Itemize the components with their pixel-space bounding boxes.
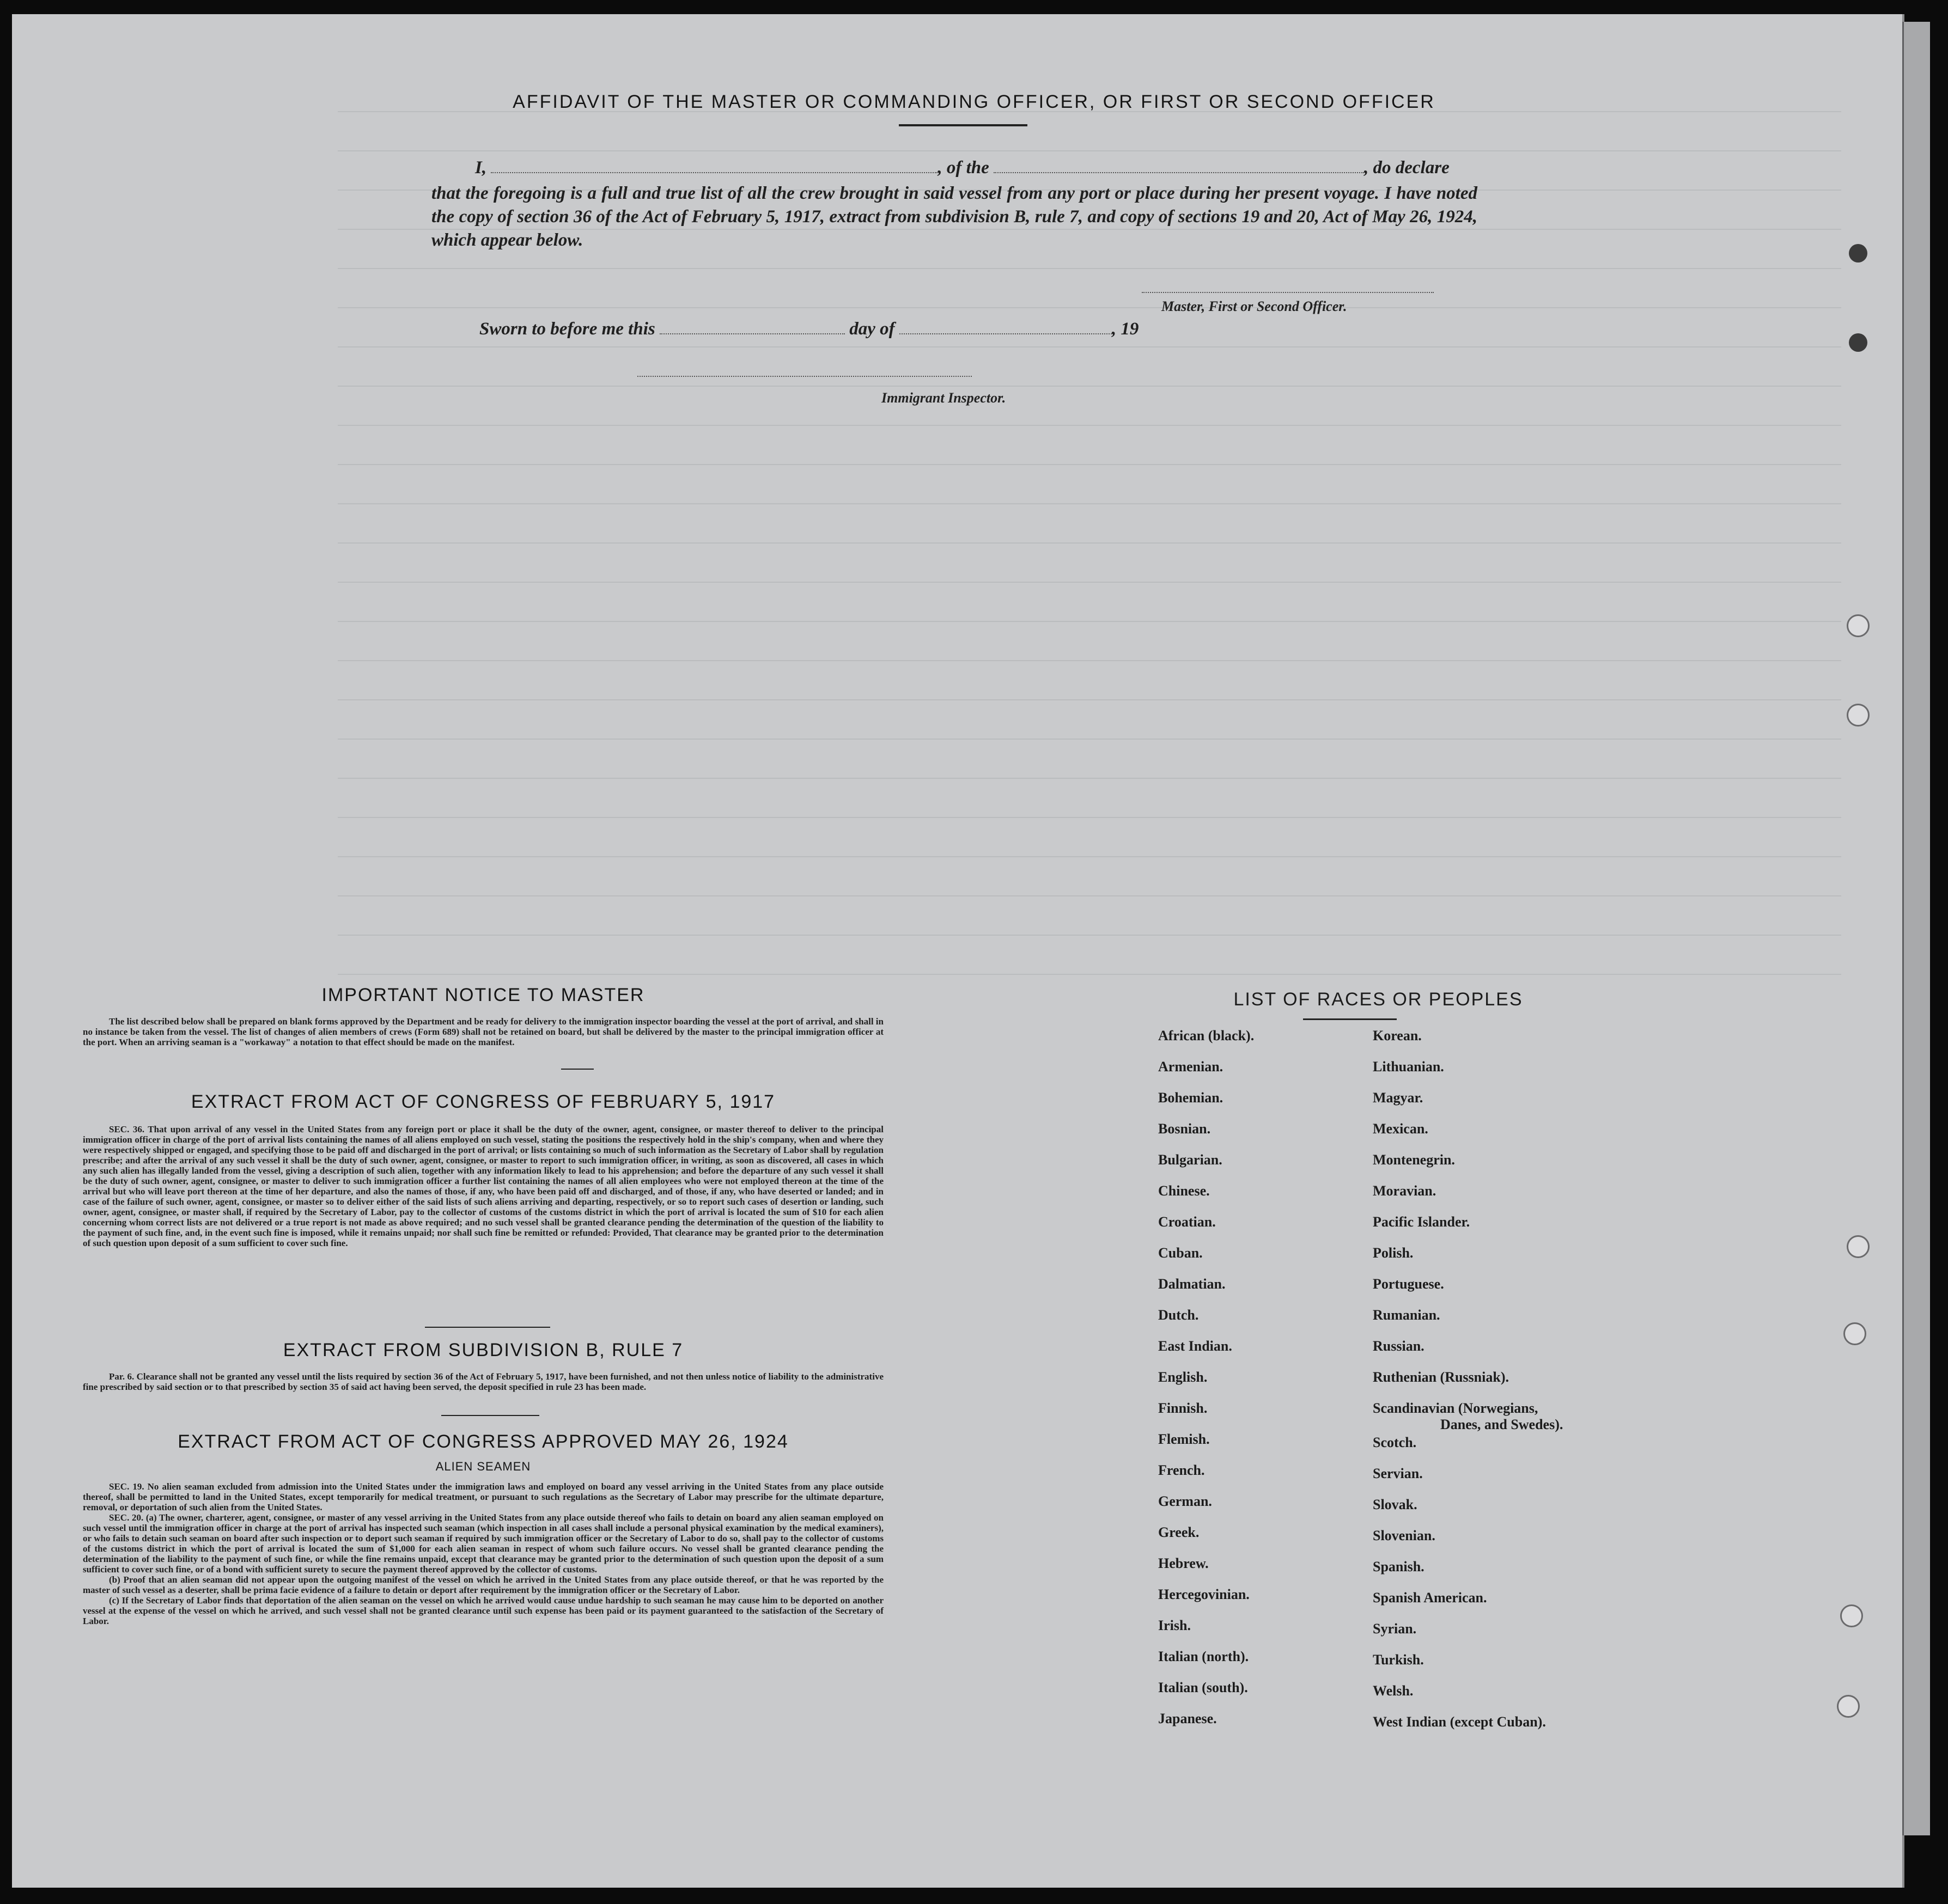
race-item: Polish.	[1373, 1245, 1414, 1261]
inspector-caption: Immigrant Inspector.	[881, 390, 1006, 406]
race-scandinavian-continuation: Danes, and Swedes).	[1440, 1417, 1563, 1432]
race-item: African (black).	[1158, 1028, 1255, 1043]
race-item: Welsh.	[1373, 1683, 1414, 1699]
race-item: Rumanian.	[1373, 1307, 1440, 1323]
race-item: Montenegrin.	[1373, 1152, 1455, 1168]
affidavit-title: AFFIDAVIT OF THE MASTER OR COMMANDING OFFICER, OR FIRST OR SECOND OFFICER	[513, 91, 1435, 112]
punch-mark	[1849, 333, 1867, 352]
vessel-name-field[interactable]	[994, 157, 1364, 173]
race-item: Hebrew.	[1158, 1555, 1209, 1571]
sec-20a-paragraph: SEC. 20. (a) The owner, charterer, agent, consignee, or master of any vessel arriving in the United States from any place outside thereof who fails to detain on board any alien seaman employed on such vessel until the immigration officer in charge at the port of arrival has inspected such seaman (which inspection in all cases shall include a personal physical examination by the medical examiners), or who fails to detain such seaman on board after such inspection or to deport such seaman if required by such immigration officer or the Secretary of Labor to do so, shall pay to the collector of customs of the customs district in which the port of arrival is located the sum of $1,000 for each alien seaman in respect of whom such failure occurs. No vessel shall be granted clearance pending the determination of the liability to the payment of such fine, or while the fine remains unpaid, except that clearance may be granted prior to the determination of such question upon the deposit of a sum sufficient to cover such fine, or of a bond with sufficient surety to secure the payment thereof approved by the collector of customs.	[83, 1512, 884, 1575]
race-item: Dalmatian.	[1158, 1276, 1226, 1292]
race-item: Croatian.	[1158, 1214, 1216, 1230]
race-item: Mexican.	[1373, 1121, 1428, 1137]
race-item: Slovak.	[1373, 1497, 1417, 1512]
extract-1924-text	[83, 1481, 884, 1626]
race-item: Chinese.	[1158, 1183, 1210, 1199]
par-6-paragraph: Par. 6. Clearance shall not be granted any vessel until the lists required by section 36 of the Act of February 5, 1917, have been furnished, and not then unless notice of liability to the administrative fine prescribed by said section or to that prescribed by section 35 of said act having been served, the deposit specified in rule 23 has been made.	[83, 1371, 884, 1392]
race-item: Russian.	[1373, 1338, 1425, 1354]
race-item: Korean.	[1373, 1028, 1422, 1043]
sec-20b-paragraph: (b) Proof that an alien seaman did not appear upon the outgoing manifest of the vessel on which he arrived in the United States from any place outside thereof, or that he was reported by the master of such vessel as a deserter, shall be prima facie evidence of a failure to detain or deport after requirement by the immigration officer or the Secretary of Labor.	[83, 1575, 884, 1595]
title-rule	[899, 124, 1027, 126]
year-label: , 19	[1111, 319, 1139, 339]
race-item: Italian (north).	[1158, 1649, 1249, 1664]
race-item: Lithuanian.	[1373, 1059, 1444, 1075]
race-item: Spanish.	[1373, 1559, 1425, 1575]
race-item: Bulgarian.	[1158, 1152, 1222, 1168]
affidavit-body: that the foregoing is a full and true list of all the crew brought in said vessel from any port or place during her present voyage. I have noted the copy of section 36 of the Act of February 5, 1917, extract from subdivision B, rule 7, and copy of sections 19 and 20, Act of May 26, 1924, which appear below.	[431, 184, 1477, 250]
race-item: German.	[1158, 1493, 1212, 1509]
punch-mark	[1849, 244, 1867, 263]
race-item: Ruthenian (Russniak).	[1373, 1369, 1509, 1385]
binder-hole	[1840, 1604, 1863, 1627]
sworn-day-field[interactable]	[660, 318, 845, 334]
extract-1917-text	[83, 1124, 884, 1248]
inspector-signature-field[interactable]	[637, 376, 972, 377]
race-item: French.	[1158, 1462, 1205, 1478]
sworn-line	[479, 318, 1139, 339]
officer-signature-field[interactable]	[1142, 292, 1434, 293]
sec-20c-paragraph: (c) If the Secretary of Labor finds that deportation of the alien seaman on the vessel on which he arrived would cause undue hardship to such seaman he may cause him to be deported on another vessel at the expense of the vessel on which he arrived, and such vessel shall not be granted clearance until such expense has been paid or its payment guaranteed to the satisfaction of the Secretary of Labor.	[83, 1595, 884, 1626]
race-item: Bohemian.	[1158, 1090, 1223, 1106]
section-rule	[441, 1415, 539, 1416]
binder-hole	[1847, 614, 1870, 637]
race-item: Dutch.	[1158, 1307, 1199, 1323]
race-item: Servian.	[1373, 1466, 1423, 1481]
races-title: LIST OF RACES OR PEOPLES	[1233, 989, 1523, 1010]
binder-hole	[1837, 1695, 1860, 1718]
i-label: I,	[475, 158, 487, 178]
notice-paragraph: The list described below shall be prepared on blank forms approved by the Department and be ready for delivery to the immigration inspector boarding the vessel at the port of arrival, and shall in no instance be taken from the vessel. The list of changes of alien members of crews (Form 689) shall not be retained on board, but shall be delivered by the master to the principal immigration officer at the port. When an arriving seaman is a "workaway" a notation to that effect should be made on the manifest.	[83, 1016, 884, 1047]
sworn-label: Sworn to before me this	[479, 319, 655, 339]
race-item: Spanish American.	[1373, 1590, 1487, 1606]
binder-hole	[1843, 1322, 1866, 1345]
race-item: Armenian.	[1158, 1059, 1223, 1075]
extract-rule7-text	[83, 1371, 884, 1392]
day-of-label: day of	[849, 319, 895, 339]
race-item: Magyar.	[1373, 1090, 1423, 1106]
race-item: Finnish.	[1158, 1400, 1208, 1416]
race-item: West Indian (except Cuban).	[1373, 1714, 1546, 1730]
sworn-month-field[interactable]	[899, 318, 1112, 334]
officer-caption: Master, First or Second Officer.	[1161, 298, 1347, 314]
declarant-name-field[interactable]	[491, 157, 938, 173]
notice-text	[83, 1016, 884, 1047]
race-item: Syrian.	[1373, 1621, 1417, 1637]
do-declare-label: , do declare	[1364, 158, 1450, 178]
section-rule	[561, 1069, 594, 1070]
races-title-rule	[1303, 1018, 1397, 1020]
race-item: Italian (south).	[1158, 1680, 1248, 1695]
declarant-line	[475, 157, 1450, 178]
notice-title: IMPORTANT NOTICE TO MASTER	[321, 985, 645, 1005]
extract-1917-title: EXTRACT FROM ACT OF CONGRESS OF FEBRUARY 5, 1917	[191, 1091, 776, 1112]
race-item: English.	[1158, 1369, 1208, 1385]
race-item: Turkish.	[1373, 1652, 1424, 1668]
extract-1924-title: EXTRACT FROM ACT OF CONGRESS APPROVED MAY 26, 1924	[178, 1431, 789, 1452]
of-the-label: , of the	[938, 158, 989, 178]
race-item: Flemish.	[1158, 1431, 1210, 1447]
sec-36-paragraph: SEC. 36. That upon arrival of any vessel in the United States from any foreign port or place it shall be the duty of the owner, agent, consignee, or master thereof to deliver to the principal immigration officer in charge of the port of arrival lists containing the names of all aliens employed on such vessel, stating the positions the respectively hold in the ship's company, when and where they were respectively shipped or engaged, and specifying those to be paid off and discharged in the port of arrival; or lists containing so much of such information as the Secretary of Labor shall by regulation prescribe; and after the arrival of any such vessel it shall be the duty of such owner, agent, consignee, or master to report to such immigration officer, in writing, as soon as discovered, all cases in which any such alien has illegally landed from the vessel, giving a description of such alien, together with any information likely to lead to his apprehension; and before the departure of any such vessel it shall be the duty of such owner, agent, consignee, or master to deliver to such immigration officer a further list containing the names of all alien employees who were not employed thereon at the time of the arrival but who will leave port thereon at the time of her departure, and also the names of those, if any, who have been paid off and discharged, and of those, if any, who have deserted or landed; and in case of the failure of such owner, agent, consignee, or master so to deliver either of the said lists of such aliens arriving and departing, respectively, or so to report such cases of desertion or landing, such owner, agent, consignee, or master shall, if required by the Secretary of Labor, pay to the collector of customs of the customs district in which the port of arrival is located the sum of $10 for each alien concerning whom correct lists are not delivered or a true report is not made as above required; and no such vessel shall be granted clearance pending the determination of the question of the liability to the payment of such fine, and, in the event such fine is imposed, while it remains unpaid; nor shall such fine be remitted or refunded: Provided, That clearance may be granted prior to the determination of such question upon deposit of a sum sufficient to cover such fine.	[83, 1124, 884, 1248]
binder-hole	[1847, 704, 1870, 727]
race-item: Pacific Islander.	[1373, 1214, 1470, 1230]
race-item: Scotch.	[1373, 1435, 1417, 1450]
binder-hole	[1847, 1235, 1870, 1258]
extract-rule7-title: EXTRACT FROM SUBDIVISION B, RULE 7	[283, 1340, 684, 1360]
race-item: East Indian.	[1158, 1338, 1232, 1354]
alien-seamen-subtitle: ALIEN SEAMEN	[435, 1460, 531, 1473]
race-item: Moravian.	[1373, 1183, 1436, 1199]
race-item: Scandinavian (Norwegians,	[1373, 1400, 1538, 1416]
race-item: Hercegovinian.	[1158, 1586, 1250, 1602]
race-item: Slovenian.	[1373, 1528, 1435, 1543]
race-item: Bosnian.	[1158, 1121, 1211, 1137]
race-item: Portuguese.	[1373, 1276, 1444, 1292]
sec-19-paragraph: SEC. 19. No alien seaman excluded from admission into the United States under the immigration laws and employed on board any vessel arriving in the United States from any place outside thereof, shall be permitted to land in the United States, except temporarily for medical treatment, or pursuant to such regulations as the Secretary of Labor may prescribe for the ultimate departure, removal, or deportation of such alien from the United States.	[83, 1481, 884, 1512]
race-item: Cuban.	[1158, 1245, 1203, 1261]
race-item: Greek.	[1158, 1524, 1200, 1540]
race-item: Irish.	[1158, 1618, 1191, 1633]
race-item: Japanese.	[1158, 1711, 1217, 1726]
page-edge	[1902, 22, 1930, 1835]
section-rule	[425, 1327, 550, 1328]
